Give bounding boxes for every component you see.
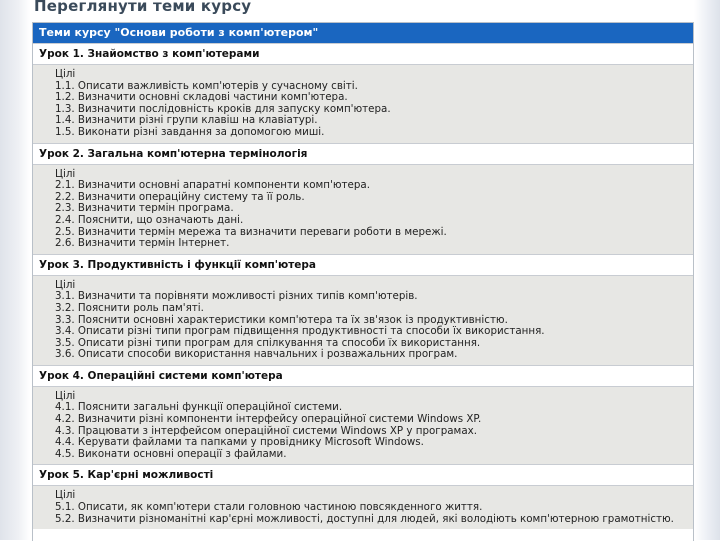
goal-item: 1.4. Визначити різні групи клавіш на клавіатурі. xyxy=(55,114,318,127)
lesson-goals-4 xyxy=(33,387,693,465)
lesson-header-3[interactable]: Урок 3. Продуктивність і функції комп'ютера xyxy=(33,254,693,276)
goal-item: 3.5. Описати різні типи програм для спілкування та способи їх використання. xyxy=(55,336,481,349)
goal-item: 5.2. Визначити різноманітні кар'єрні можливості, доступні для людей, які володіють комп'ютерною грамотністю. xyxy=(55,512,674,525)
lesson-goals-5 xyxy=(33,486,693,529)
page-title: Переглянути теми курсу xyxy=(34,0,252,15)
lesson-header-5[interactable]: Урок 5. Кар'єрні можливості xyxy=(33,464,693,486)
left-gradient-decoration xyxy=(0,0,30,540)
goals-label: Цілі xyxy=(55,278,76,291)
goal-item: 1.1. Описати важливість комп'ютерів у сучасному світі. xyxy=(55,79,358,92)
goal-item: 4.3. Працювати з інтерфейсом операційної системи Windows XP у програмах. xyxy=(55,424,478,437)
goal-item: 2.1. Визначити основні апаратні компоненти комп'ютера. xyxy=(55,179,370,192)
goal-item: 3.1. Визначити та порівняти можливості різних типів комп'ютерів. xyxy=(55,290,418,303)
goals-label: Цілі xyxy=(55,68,76,80)
goal-item: 2.6. Визначити термін Інтернет. xyxy=(55,237,230,250)
lesson-header-1[interactable]: Урок 1. Знайомство з комп'ютерами xyxy=(33,43,693,65)
course-title-bar: Теми курсу "Основи роботи з комп'ютером" xyxy=(33,23,693,43)
goal-item: 3.3. Пояснити основні характеристики комп'ютера та їх зв'язок із продуктивністю. xyxy=(55,313,508,326)
lesson-header-4[interactable]: Урок 4. Операційні системи комп'ютера xyxy=(33,365,693,387)
goals-label: Цілі xyxy=(55,489,76,502)
goal-item: 1.5. Виконати різні завдання за допомогою миші. xyxy=(55,125,325,138)
goal-item: 4.4. Керувати файлами та папками у провіднику Microsoft Windows. xyxy=(55,436,424,449)
goal-item: 1.3. Визначити послідовність кроків для запуску комп'ютера. xyxy=(55,102,391,115)
lesson-header-2[interactable]: Урок 2. Загальна комп'ютерна термінологія xyxy=(33,143,693,165)
goals-label: Цілі xyxy=(55,167,76,180)
goal-item: 3.4. Описати різні типи програм підвищення продуктивності та способи їх використання. xyxy=(55,325,545,338)
goal-item: 2.5. Визначити термін мережа та визначити переваги роботи в мережі. xyxy=(55,225,447,238)
goal-item: 4.1. Пояснити загальні функції операційної системи. xyxy=(55,401,343,414)
lesson-goals-1 xyxy=(33,65,693,143)
goal-item: 5.1. Описати, як комп'ютери стали головною частиною повсякденного життя. xyxy=(55,501,483,514)
goal-item: 2.4. Пояснити, що означають дані. xyxy=(55,213,244,226)
lesson-goals-3 xyxy=(33,276,693,365)
course-topics-panel xyxy=(32,22,694,541)
goal-item: 4.5. Виконати основні операції з файлами. xyxy=(55,447,287,460)
right-edge-decoration xyxy=(694,0,720,540)
goals-label: Цілі xyxy=(55,389,76,402)
goal-item: 3.2. Пояснити роль пам'яті. xyxy=(55,301,204,314)
goal-item: 1.2. Визначити основні складові частини комп'ютера. xyxy=(55,91,348,104)
goal-item: 2.2. Визначити операційну систему та її роль. xyxy=(55,190,305,203)
goal-item: 3.6. Описати способи використання навчальних і розважальних програм. xyxy=(55,348,458,361)
lesson-goals-2 xyxy=(33,165,693,254)
goal-item: 4.2. Визначити різні компоненти інтерфейсу операційної системи Windows XP. xyxy=(55,413,482,426)
goal-item: 2.3. Визначити термін програма. xyxy=(55,202,234,215)
